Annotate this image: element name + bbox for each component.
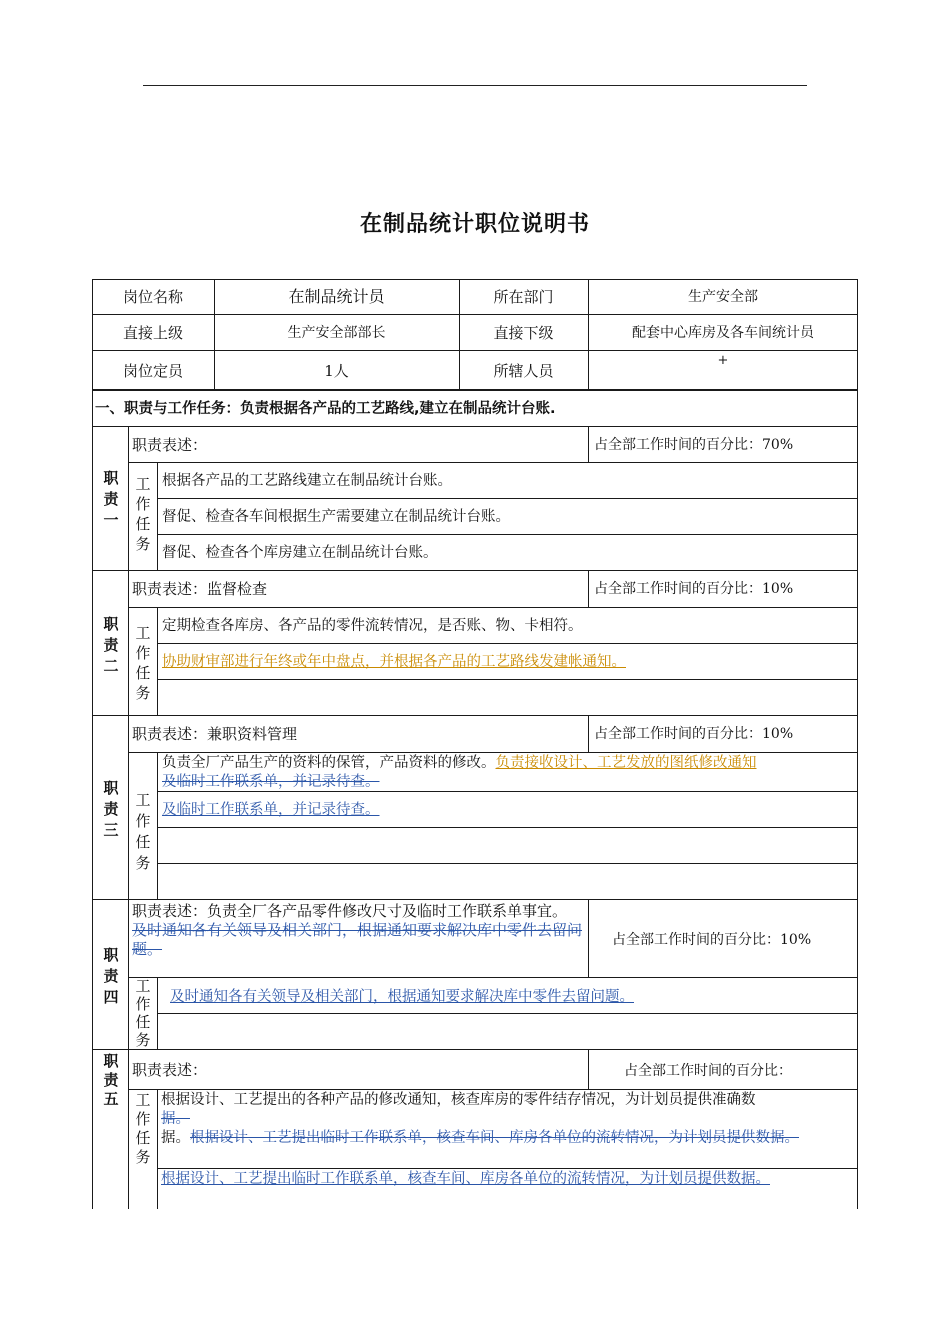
duty-3-percentage: 占全部工作时间的百分比：10% [594,726,794,742]
superior-label: 直接上级 [122,324,183,342]
duty-2-task-2: 协助财审部进行年终或年中盘点，并根据各产品的工艺路线发建帐通知。 [162,654,626,670]
duty-3-task-label: 工 作 任 务 [135,791,151,872]
duty-1-description: 职责表述： [132,436,208,454]
duty-5-name: 职 责 五 [103,1052,119,1108]
duty-5-task-1-deleted-a: 据。 [161,1111,190,1127]
duty-4-task-label: 工 作 任 务 [135,977,151,1049]
duty-4-description-deleted: 及时通知各有关领导及相关部门，根据通知要求解决库中零件去留问题。 [132,921,583,958]
duty-4-task-1: 及时通知各有关领导及相关部门，根据通知要求解决库中零件去留问题。 [170,989,634,1005]
duty-3-task-2: 及临时工作联系单，并记录待查。 [162,802,380,818]
duty-2-percentage: 占全部工作时间的百分比：10% [594,581,794,597]
duty-2-task-label: 工 作 任 务 [135,624,151,702]
superior: 生产安全部部长 [287,325,386,341]
duty-3-task-1-inserted: 负责接收设计、工艺发放的图纸修改通知 [495,755,757,771]
subordinate-label: 直接下级 [493,324,554,342]
post-name-label: 岗位名称 [122,288,183,306]
headcount-label: 岗位定员 [122,362,183,380]
duty-1-percentage: 占全部工作时间的百分比：70% [594,437,794,453]
duty-1-name: 职 责 一 [103,469,119,529]
staff-label: 所辖人员 [493,362,554,380]
duty-5-task-1-deleted-b: 根据设计、工艺提出临时工作联系单，核查车间、库房各单位的流转情况，为计划员提供数据。 [190,1130,799,1146]
staff: + [717,353,729,368]
dept-label: 所在部门 [493,288,554,306]
duty-5-task-2: 根据设计、工艺提出临时工作联系单，核查车间、库房各单位的流转情况，为计划员提供数据。 [161,1171,770,1187]
duty-3-task-1-deleted: 及临时工作联系单，并记录待查。 [162,774,380,790]
duty-2-task-1: 定期检查各库房、各产品的零件流转情况，是否账、物、卡相符。 [162,618,583,634]
duty-4-description-text: 职责表述：负责全厂各产品零件修改尺寸及临时工作联系单事宜。 [132,902,568,920]
document-title: 在制品统计职位说明书 [359,212,590,237]
duty-2-description: 职责表述：监督检查 [132,580,268,598]
headcount: 1人 [324,362,349,380]
duty-3-name: 职 责 三 [103,779,119,839]
duty-1-task-3: 督促、检查各个库房建立在制品统计台账。 [162,545,438,561]
duty-4-percentage: 占全部工作时间的百分比：10% [612,932,812,948]
duty-2-name: 职 责 二 [103,615,119,675]
duty-3-task-1 [162,754,757,772]
duty-5-description: 职责表述： [132,1061,208,1079]
duty-1-task-2: 督促、检查各车间根据生产需要建立在制品统计台账。 [162,509,510,525]
duty-4-description [132,902,584,959]
duty-4-name: 职 责 四 [103,946,119,1006]
duty-5-percentage: 占全部工作时间的百分比： [624,1063,792,1079]
duty-5-task-1-text-2: 据。 [161,1130,190,1146]
duty-1-task-1: 根据各产品的工艺路线建立在制品统计台账。 [162,473,452,489]
dept: 生产安全部 [688,289,758,305]
post-name: 在制品统计员 [288,287,385,306]
duty-5-task-1-text: 根据设计、工艺提出的各种产品的修改通知，核查库房的零件结存情况，为计划员提供准确数 [161,1092,756,1108]
duty-5-task-1 [161,1091,856,1148]
duty-3-task-1-text: 负责全厂产品生产的资料的保管，产品资料的修改。 [162,755,496,771]
header-rule [143,85,807,86]
duty-1-task-label: 工 作 任 务 [135,475,151,553]
duty-3-description: 职责表述：兼职资料管理 [132,725,298,743]
duty-5-task-label: 工 作 任 务 [135,1091,151,1166]
subordinate: 配套中心库房及各车间统计员 [632,325,814,341]
section-heading: 一、职责与工作任务：负责根据各产品的工艺路线,建立在制品统计台账. [95,401,556,417]
